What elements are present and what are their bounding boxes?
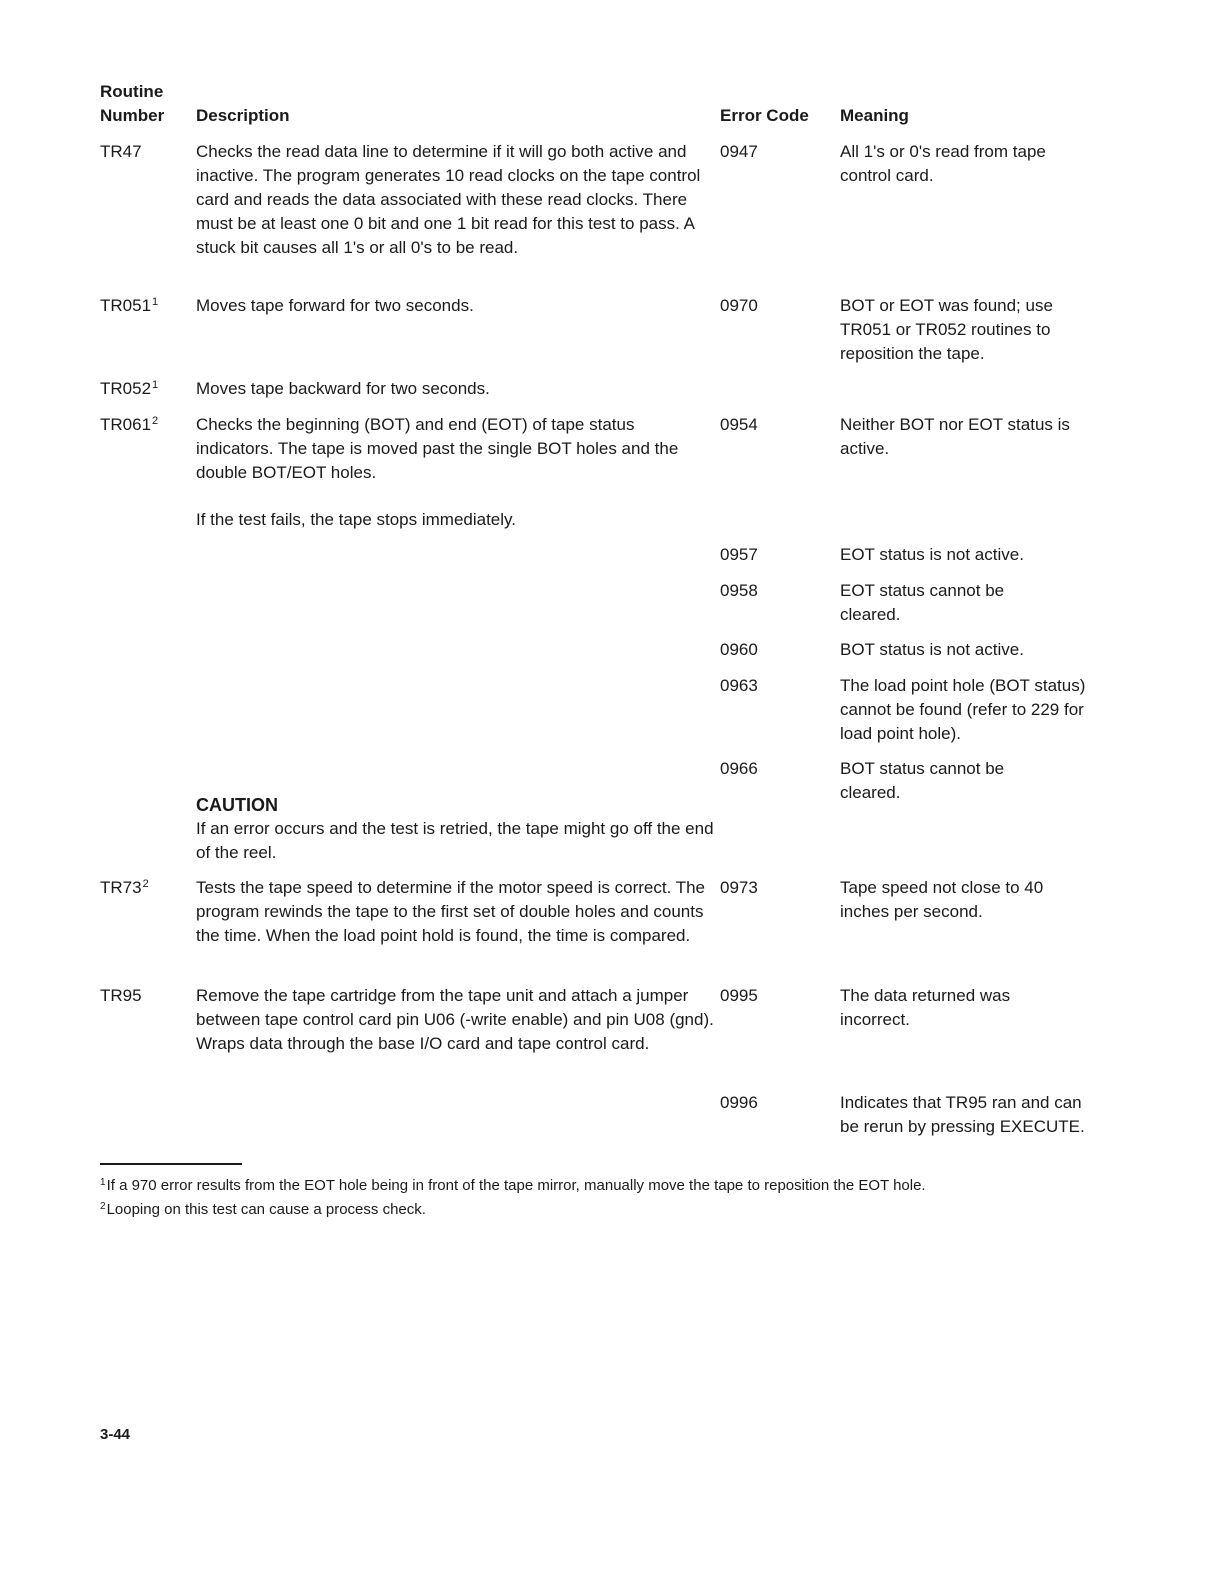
caution-notice (196, 793, 716, 865)
error-code-0960: 0960 (720, 640, 758, 659)
description-tr061-failure: If the test fails, the tape stops immediately. (196, 510, 517, 529)
error-code-0947: 0947 (720, 142, 758, 161)
error-code-0957: 0957 (720, 545, 758, 564)
meaning-0996: Indicates that TR95 ran and can be rerun by pressing EXECUTE. (840, 1093, 1085, 1136)
routine-tr051 (100, 294, 158, 318)
error-code-0958: 0958 (720, 581, 758, 600)
footnote-2 (100, 1199, 426, 1221)
routine-tr73-label: TR73 (100, 878, 142, 897)
footnote-ref: 2 (142, 878, 149, 890)
header-error-code: Error Code (720, 106, 809, 125)
error-code-0966: 0966 (720, 759, 758, 778)
error-code-0963: 0963 (720, 676, 758, 695)
description-tr061: Checks the beginning (BOT) and end (EOT) of tape status indicators. The tape is moved past the single BOT holes and the double BOT/EOT holes. (196, 415, 679, 482)
footnote-1 (100, 1175, 926, 1197)
meaning-0995: The data returned was incorrect. (840, 986, 1011, 1029)
header-meaning: Meaning (840, 106, 909, 125)
meaning-0958: EOT status cannot be cleared. (840, 581, 1005, 624)
error-code-0970: 0970 (720, 296, 758, 315)
routine-tr95: TR95 (100, 986, 142, 1005)
caution-title: CAUTION (196, 795, 278, 815)
meaning-0954: Neither BOT nor EOT status is active. (840, 415, 1070, 458)
error-code-0954: 0954 (720, 415, 758, 434)
page-number: 3-44 (100, 1426, 131, 1443)
caution-text: If an error occurs and the test is retried, the tape might go off the end of the reel. (196, 819, 714, 862)
header-routine-line2: Number (100, 106, 165, 125)
description-tr95: Remove the tape cartridge from the tape unit and attach a jumper between tape control card pin U06 (-write enable) and pin U08 (gnd). Wraps data through the base I/O card and tape control card. (196, 986, 714, 1053)
meaning-0973: Tape speed not close to 40 inches per second. (840, 878, 1044, 921)
routine-tr061 (100, 413, 158, 437)
description-tr051: Moves tape forward for two seconds. (196, 296, 474, 315)
footnote-ref: 2 (152, 415, 159, 427)
footnote-divider (100, 1163, 242, 1165)
footnote-mark: 1 (100, 1177, 106, 1188)
routine-tr73 (100, 876, 149, 900)
routine-tr052 (100, 377, 158, 401)
routine-tr052-label: TR052 (100, 379, 152, 398)
meaning-0960: BOT status is not active. (840, 640, 1024, 659)
footnote-ref: 1 (152, 296, 159, 308)
footnote-text: If a 970 error results from the EOT hole being in front of the tape mirror, manually move the tape to reposition the EOT hole. (106, 1177, 926, 1194)
header-routine-number (100, 80, 164, 128)
description-tr052: Moves tape backward for two seconds. (196, 379, 490, 398)
meaning-0947: All 1's or 0's read from tape control card. (840, 142, 1046, 185)
header-routine-line1: Routine (100, 82, 164, 101)
meaning-0970: BOT or EOT was found; use TR051 or TR052 routines to reposition the tape. (840, 296, 1053, 363)
description-tr73: Tests the tape speed to determine if the motor speed is correct. The program rewinds the tape to the first set of double holes and counts the time. When the load point hold is found, the time is compared. (196, 878, 706, 945)
meaning-0957: EOT status is not active. (840, 545, 1024, 564)
error-code-0973: 0973 (720, 878, 758, 897)
header-description: Description (196, 106, 290, 125)
routine-tr47: TR47 (100, 142, 142, 161)
error-code-0996: 0996 (720, 1093, 758, 1112)
footnote-ref: 1 (152, 379, 159, 391)
routine-tr051-label: TR051 (100, 296, 152, 315)
footnote-mark: 2 (100, 1201, 106, 1212)
meaning-0966: BOT status cannot be cleared. (840, 759, 1005, 802)
footnote-text: Looping on this test can cause a process check. (106, 1201, 426, 1218)
description-tr47: Checks the read data line to determine if it will go both active and inactive. The program generates 10 read clocks on the tape control card and reads the data associated with these read clocks. There must be at least one 0 bit and one 1 bit read for this test to pass. A stuck bit causes all 1's or all 0's to be read. (196, 142, 701, 257)
meaning-0963: The load point hole (BOT status) cannot be found (refer to 229 for load point hole). (840, 676, 1086, 743)
routine-tr061-label: TR061 (100, 415, 152, 434)
error-code-0995: 0995 (720, 986, 758, 1005)
